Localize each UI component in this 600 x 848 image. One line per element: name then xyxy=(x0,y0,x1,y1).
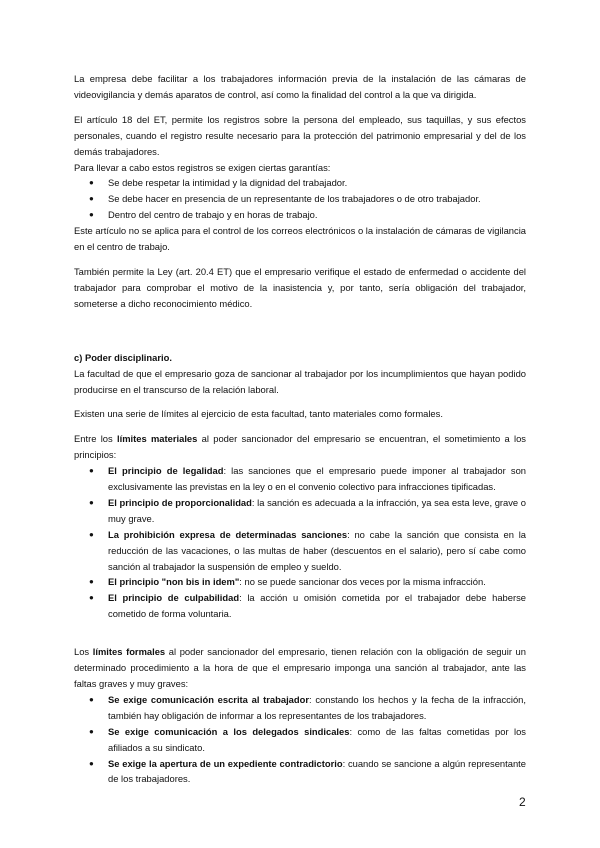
guarantees-list xyxy=(74,175,526,223)
list-item: ● Se exige comunicación a los delegados sindicales: como de las faltas cometidas por los afiliados a su sindicato. xyxy=(89,725,526,753)
list-item: ● El principio "non bis in idem": no se puede sancionar dos veces por la misma infracción. xyxy=(74,574,526,590)
paragraph-article-18: El artículo 18 del ET, permite los registros sobre la persona del empleado, sus taquillas, y sus efectos personales, cuando el registro resulte necesario para la protección del patrimonio empresarial y del de los demás trabajadores. xyxy=(74,113,526,157)
page-content xyxy=(74,71,526,787)
list-item: ● El principio de culpabilidad: la acción u omisión cometida por el trabajador debe haberse cometido de forma voluntaria. xyxy=(89,592,527,620)
bullet-icon: ● xyxy=(89,529,94,539)
bullet-icon: ● xyxy=(89,593,94,603)
bullet-icon: ● xyxy=(89,726,94,736)
paragraph-guarantees-intro: Para llevar a cabo estos registros se exigen ciertas garantías: xyxy=(74,161,331,173)
bullet-icon: ● xyxy=(89,758,94,768)
paragraph-disciplinary-definition: La facultad de que el empresario goza de sancionar al trabajador por los incumplimientos que hayan podido producirse en el transcurso de la relación laboral. xyxy=(74,367,526,395)
bullet-icon: ● xyxy=(89,194,94,204)
list-item: ● Se exige comunicación escrita al trabajador: constando los hechos y la fecha de la infracción, también hay obligación de informar a los representantes de los trabajadores. xyxy=(89,693,526,721)
paragraph-email-exception: Este artículo no se aplica para el control de los correos electrónicos o la instalación de cámaras de vigilancia en el centro de trabajo. xyxy=(74,225,526,253)
bullet-icon: ● xyxy=(89,466,94,476)
principles-list xyxy=(74,463,526,622)
paragraph-medical-check: También permite la Ley (art. 20.4 ET) que el empresario verifique el estado de enfermedad o accidente del trabajador para comprobar el motivo de la inasistencia y, por tanto, sería obligación del trabajador, someterse a dicho reconocimiento médico. xyxy=(74,265,526,309)
section-heading-disciplinary: c) Poder disciplinario. xyxy=(74,351,172,363)
list-item: ● El principio de legalidad: las sanciones que el empresario puede imponer al trabajador son exclusivamente las previstas en la ley o en el convenio colectivo para infracciones tipificadas. xyxy=(89,465,526,493)
list-item: ● Se debe hacer en presencia de un representante de los trabajadores o de otro trabajador. xyxy=(74,191,526,207)
bullet-icon: ● xyxy=(89,178,94,188)
page-number: 2 xyxy=(519,795,526,809)
list-item: ● Se exige la apertura de un expediente contradictorio: cuando se sancione a algún representante de los trabajadores. xyxy=(89,757,526,785)
list-item: ● La prohibición expresa de determinadas sanciones: no cabe la sanción que consista en la reducción de las vacaciones, o las multas de haber (descuentos en el salario), pero sí cabe como sanción al trabajador la suspensión de empleo y sueldo. xyxy=(89,528,526,572)
paragraph-formal-limits: Los límites formales al poder sancionador del empresario, tienen relación con la obligación de seguir un determinado procedimiento a la hora de que el empresario imponga una sanción al trabajador, ante las faltas graves y muy graves: xyxy=(74,646,526,689)
list-item: ● Se debe respetar la intimidad y la dignidad del trabajador. xyxy=(74,175,526,191)
bullet-icon: ● xyxy=(89,210,94,220)
paragraph-limits-intro: Existen una serie de límites al ejercicio de esta facultad, tanto materiales como formales. xyxy=(74,408,443,420)
bullet-icon: ● xyxy=(89,694,94,704)
list-item: ● El principio de proporcionalidad: la sanción es adecuada a la infracción, ya sea esta leve, grave o muy grave. xyxy=(89,496,527,524)
bullet-icon: ● xyxy=(89,577,94,587)
bullet-icon: ● xyxy=(89,497,94,507)
list-item: ● Dentro del centro de trabajo y en horas de trabajo. xyxy=(74,207,526,223)
paragraph-material-limits: Entre los límites materiales al poder sancionador del empresario se encuentran, el sometimiento a los principios: xyxy=(74,433,526,461)
paragraph-camera-info: La empresa debe facilitar a los trabajadores información previa de la instalación de las cámaras de videovigilancia y demás aparatos de control, así como la finalidad del control a la que va dirigida. xyxy=(74,73,526,100)
formal-requirements-list xyxy=(74,692,526,787)
